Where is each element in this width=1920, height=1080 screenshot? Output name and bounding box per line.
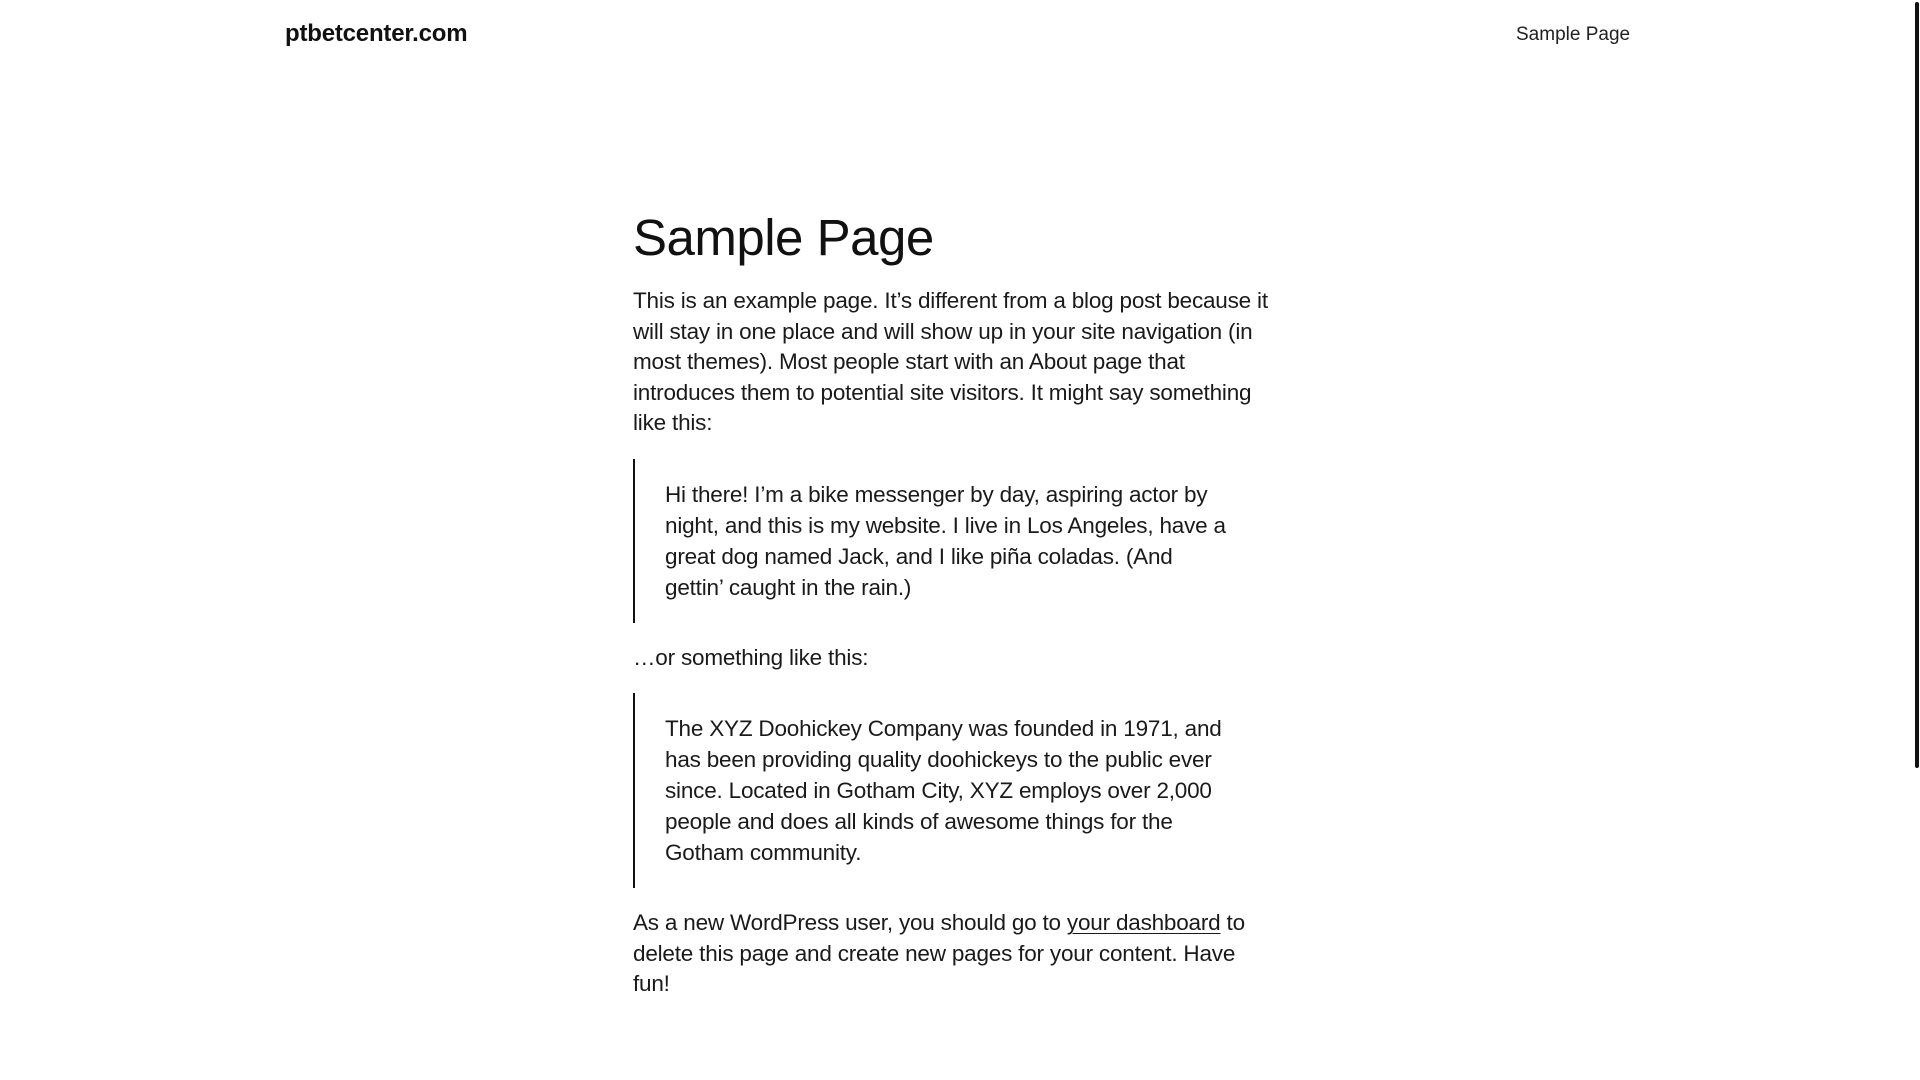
intro-paragraph: This is an example page. It’s different from a blog post because it will stay in one place and will show up in your site navigation (in most themes). Most people start with an About page that introduces them to potential site visitors. It might say something like this: (633, 288, 1268, 435)
dashboard-link[interactable]: your dashboard (1066, 910, 1221, 935)
site-title-link[interactable]: ptbetcenter.com (285, 20, 468, 47)
nav-item-sample-page[interactable]: Sample Page (1516, 24, 1631, 45)
page-content (633, 208, 1273, 1000)
quote-xyz-company-text: The XYZ Doohickey Company was founded in 1971, and has been providing quality doohickeys to the public ever since. Located in Gotham City, XYZ employs over 2,000 people and does all kinds of awesome things for the Gotham community. (665, 716, 1222, 865)
page-title: Sample Page (633, 209, 934, 266)
quote-xyz-company (633, 693, 1265, 888)
quote-bike-messenger-text: Hi there! I’m a bike messenger by day, aspiring actor by night, and this is my website. I live in Los Angeles, have a great dog named Jack, and I like piña coladas. (And gettin’ caught in the rain.) (665, 481, 1226, 600)
outro-text-after: to delete this page and create new pages for your content. Have fun! (633, 910, 1245, 996)
outro-text-before: As a new WordPress user, you should go to (633, 910, 1067, 935)
scrollbar-thumb[interactable] (1915, 2, 1919, 768)
site-header (0, 0, 1920, 72)
quote-bike-messenger (633, 459, 1265, 623)
outro-paragraph (633, 908, 1273, 1000)
scrollbar[interactable] (1914, 0, 1920, 1080)
middle-paragraph: …or something like this: (633, 644, 869, 670)
